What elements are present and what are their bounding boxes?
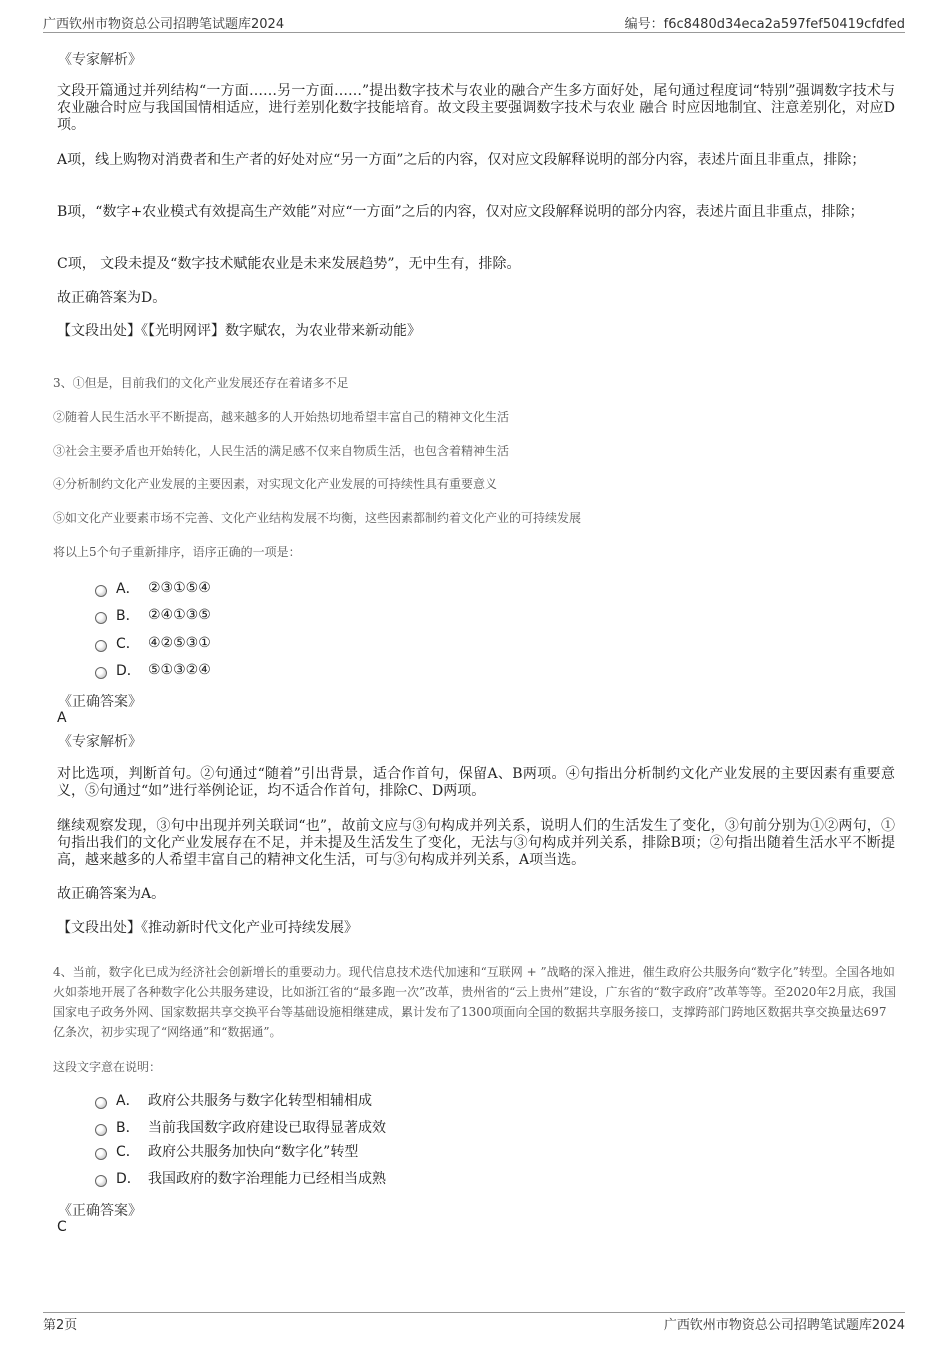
option-letter: D． bbox=[116, 663, 141, 679]
q3-expert-label: 《专家解析》 bbox=[58, 734, 142, 750]
q3-option-a[interactable] bbox=[95, 578, 211, 598]
q3-analysis-conclusion: 故正确答案为A。 bbox=[57, 886, 166, 902]
radio-icon[interactable] bbox=[95, 612, 107, 624]
radio-icon[interactable] bbox=[95, 640, 107, 652]
header-divider bbox=[43, 32, 905, 33]
q3-answer: A bbox=[57, 710, 67, 726]
q4-option-d[interactable] bbox=[95, 1168, 386, 1188]
q2-expert-label: 《专家解析》 bbox=[58, 52, 142, 68]
q3-option-b[interactable] bbox=[95, 605, 211, 625]
q2-analysis-para-3: B项，“数字+农业模式有效提高生产效能”对应“一方面”之后的内容，仅对应文段解释说明的部分内容，表述片面且非重点，排除； bbox=[57, 204, 864, 220]
q2-analysis-para-4: C项， 文段未提及“数字技术赋能农业是未来发展趋势”，无中生有，排除。 bbox=[57, 256, 521, 272]
q3-prompt: 将以上5个句子重新排序，语序正确的一项是： bbox=[53, 545, 301, 559]
q2-analysis-para-2: A项，线上购物对消费者和生产者的好处对应“另一方面”之后的内容，仅对应文段解释说明的部分内容，表述片面且非重点，排除； bbox=[57, 152, 866, 168]
option-text: ②④①③⑤ bbox=[148, 607, 211, 623]
q2-analysis-conclusion: 故正确答案为D。 bbox=[57, 290, 167, 306]
option-text: 当前我国数字政府建设已取得显著成效 bbox=[148, 1120, 386, 1136]
q4-answer: C bbox=[57, 1219, 67, 1235]
q4-question: 4、当前，数字化已成为经济社会创新增长的重要动力。现代信息技术迭代加速和“互联网 + ”战略的深入推进，催生政府公共服务向“数字化”转型。全国各地如火如荼地开展了各种数字化公共服务建设，比如浙江省的“最多跑一次”改革，贵州省的“云上贵州”建设，广东省的“数字政府”改革等等。至2020年2月底，我国国家电子政务外网、国家数据共享交换平台等基础设施相继建成，累计发布了1300项面向全国的数据共享服务接口，支撑跨部门跨地区数据共享交换量达697亿条次，初步实现了“网络通”和“数据通”。 bbox=[53, 965, 896, 1039]
q2-source: 【文段出处】《【光明网评】数字赋农，为农业带来新动能》 bbox=[57, 323, 421, 339]
option-text: 我国政府的数字治理能力已经相当成熟 bbox=[148, 1171, 386, 1187]
q4-answer-label: 《正确答案》 bbox=[58, 1203, 142, 1219]
q3-sentence-4: ④分析制约文化产业发展的主要因素，对实现文化产业发展的可持续性具有重要意义 bbox=[53, 477, 498, 491]
option-text: 政府公共服务与数字化转型相辅相成 bbox=[148, 1093, 372, 1109]
option-letter: C． bbox=[116, 1144, 140, 1160]
q4-option-c[interactable] bbox=[95, 1141, 358, 1161]
q2-analysis-para-1: 文段开篇通过并列结构“一方面……另一方面……”提出数字技术与农业的融合产生多方面好处，尾句通过程度词“特别”强调数字技术与农业融合时应与我国国情相适应，进行差别化数字技能培育。故文段主要强调数字技术与农业 融合 时应因地制宜、注意差别化，对应D项。 bbox=[57, 83, 895, 133]
option-text: ④②⑤③① bbox=[148, 635, 211, 651]
option-letter: C． bbox=[116, 636, 140, 652]
q3-option-c[interactable] bbox=[95, 633, 211, 653]
option-letter: A． bbox=[116, 581, 140, 597]
option-letter: B． bbox=[116, 1120, 140, 1136]
q3-sentence-1: 3、①但是，目前我们的文化产业发展还存在着诸多不足 bbox=[53, 376, 349, 390]
radio-icon[interactable] bbox=[95, 585, 107, 597]
page-header bbox=[0, 0, 950, 40]
radio-icon[interactable] bbox=[95, 1148, 107, 1160]
footer-title: 广西钦州市物资总公司招聘笔试题库2024 bbox=[663, 1318, 905, 1333]
q3-analysis-para-1: 对比选项，判断首句。②句通过“随着”引出背景，适合作首句，保留A、B两项。④句指出分析制约文化产业发展的主要因素有重要意义，⑤句通过“如”进行举例论证，均不适合作首句，排除C、D两项。 bbox=[57, 766, 895, 799]
q4-option-a[interactable] bbox=[95, 1090, 372, 1110]
footer-divider bbox=[43, 1312, 905, 1313]
q3-analysis-para-2: 继续观察发现，③句中出现并列关联词“也”，故前文应与③句构成并列关系，说明人们的生活发生了变化，③句前分别为①②两句，①句指出我们的文化产业发展存在不足，并未提及生活发生了变化，无法与③句构成并列关系，排除B项；②句指出随着生活水平不断提高，越来越多的人希望丰富自己的精神文化生活，可与③句构成并列关系，A项当选。 bbox=[57, 818, 895, 868]
q3-sentence-2: ②随着人民生活水平不断提高，越来越多的人开始热切地希望丰富自己的精神文化生活 bbox=[53, 410, 510, 424]
page-number: 第2页 bbox=[43, 1318, 78, 1333]
q3-sentence-3: ③社会主要矛盾也开始转化，人民生活的满足感不仅来自物质生活，也包含着精神生活 bbox=[53, 444, 510, 458]
option-text: ②③①⑤④ bbox=[148, 580, 211, 596]
q3-sentence-5: ⑤如文化产业要素市场不完善、文化产业结构发展不均衡，这些因素都制约着文化产业的可持续发展 bbox=[53, 511, 582, 525]
option-letter: B． bbox=[116, 608, 140, 624]
q3-answer-label: 《正确答案》 bbox=[58, 694, 142, 710]
q4-prompt: 这段文字意在说明： bbox=[53, 1060, 162, 1074]
q3-option-d[interactable] bbox=[95, 660, 211, 680]
radio-icon[interactable] bbox=[95, 667, 107, 679]
radio-icon[interactable] bbox=[95, 1097, 107, 1109]
option-letter: A． bbox=[116, 1093, 140, 1109]
radio-icon[interactable] bbox=[95, 1124, 107, 1136]
q3-source: 【文段出处】《推动新时代文化产业可持续发展》 bbox=[57, 920, 358, 936]
option-letter: D． bbox=[116, 1171, 141, 1187]
option-text: 政府公共服务加快向“数字化”转型 bbox=[148, 1144, 359, 1160]
document-id: 编号：f6c8480d34eca2a597fef50419cfdfed bbox=[624, 17, 905, 32]
q4-option-b[interactable] bbox=[95, 1117, 386, 1137]
option-text: ⑤①③②④ bbox=[148, 662, 211, 678]
header-title: 广西钦州市物资总公司招聘笔试题库2024 bbox=[43, 17, 285, 32]
radio-icon[interactable] bbox=[95, 1175, 107, 1187]
